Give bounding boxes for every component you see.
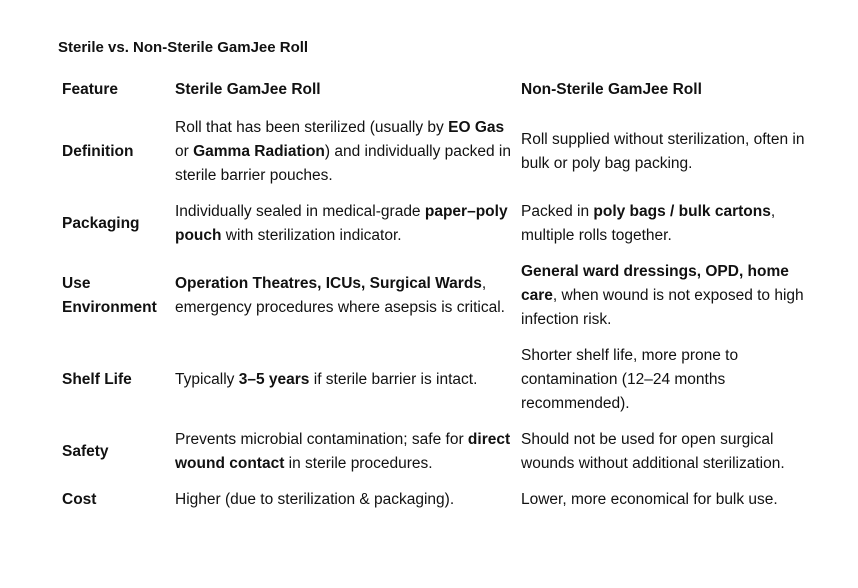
- feature-cell: Use Environment: [62, 275, 157, 316]
- header-sterile: Sterile GamJee Roll: [175, 81, 321, 98]
- bold-text: EO Gas: [448, 119, 505, 136]
- bold-text: Gamma Radiation: [193, 143, 325, 160]
- nonsterile-cell: [517, 482, 818, 518]
- sterile-cell: [171, 194, 517, 254]
- table-header-row: [58, 74, 818, 110]
- comparison-table: [58, 74, 818, 518]
- text-segment: if sterile barrier is intact.: [309, 371, 478, 388]
- bold-text: direct wound contact: [175, 431, 511, 472]
- text-segment: Shorter shelf life, more prone to contamination (12–24 months recommended).: [521, 347, 739, 412]
- text-segment: Higher (due to sterilization & packaging).: [175, 491, 455, 508]
- text-segment: ) and individually packed in sterile barrier pouches.: [175, 143, 511, 184]
- nonsterile-cell: [517, 422, 818, 482]
- sterile-cell: [171, 254, 517, 338]
- bold-text: paper–poly pouch: [175, 203, 508, 244]
- table-row: [58, 338, 818, 422]
- header-feature: Feature: [62, 81, 118, 98]
- text-segment: , when wound is not exposed to high infection risk.: [521, 287, 804, 328]
- sterile-cell: [171, 422, 517, 482]
- text-segment: Roll that has been sterilized (usually by: [175, 119, 449, 136]
- feature-cell: Safety: [62, 443, 109, 460]
- text-segment: Prevents microbial contamination; safe for: [175, 431, 468, 448]
- header-nonsterile: Non-Sterile GamJee Roll: [521, 81, 702, 98]
- sterile-cell: [171, 482, 517, 518]
- table-row: [58, 422, 818, 482]
- nonsterile-cell: [517, 194, 818, 254]
- table-row: [58, 254, 818, 338]
- feature-cell: Cost: [62, 491, 97, 508]
- text-segment: Packed in: [521, 203, 594, 220]
- bold-text: Operation Theatres, ICUs, Surgical Wards: [175, 275, 482, 292]
- table-row: [58, 194, 818, 254]
- document-title: Sterile vs. Non-Sterile GamJee Roll: [58, 39, 309, 56]
- text-segment: in sterile procedures.: [284, 455, 433, 472]
- text-segment: Individually sealed in medical-grade: [175, 203, 425, 220]
- text-segment: with sterilization indicator.: [221, 227, 402, 244]
- text-segment: Lower, more economical for bulk use.: [521, 491, 778, 508]
- nonsterile-cell: [517, 110, 818, 194]
- feature-cell: Shelf Life: [62, 371, 132, 388]
- feature-cell: Packaging: [62, 215, 140, 232]
- text-segment: , emergency procedures where asepsis is critical.: [175, 275, 505, 316]
- text-segment: or: [175, 143, 194, 160]
- text-segment: , multiple rolls together.: [521, 203, 776, 244]
- sterile-cell: [171, 338, 517, 422]
- nonsterile-cell: [517, 254, 818, 338]
- nonsterile-cell: [517, 338, 818, 422]
- bold-text: poly bags / bulk cartons: [593, 203, 771, 220]
- sterile-cell: [171, 110, 517, 194]
- text-segment: Roll supplied without sterilization, often in bulk or poly bag packing.: [521, 131, 805, 172]
- table-row: [58, 482, 818, 518]
- table-row: [58, 110, 818, 194]
- text-segment: Should not be used for open surgical wounds without additional sterilization.: [521, 431, 785, 472]
- text-segment: Typically: [175, 371, 239, 388]
- bold-text: 3–5 years: [238, 371, 310, 388]
- bold-text: General ward dressings, OPD, home care: [521, 263, 789, 304]
- feature-cell: Definition: [62, 143, 134, 160]
